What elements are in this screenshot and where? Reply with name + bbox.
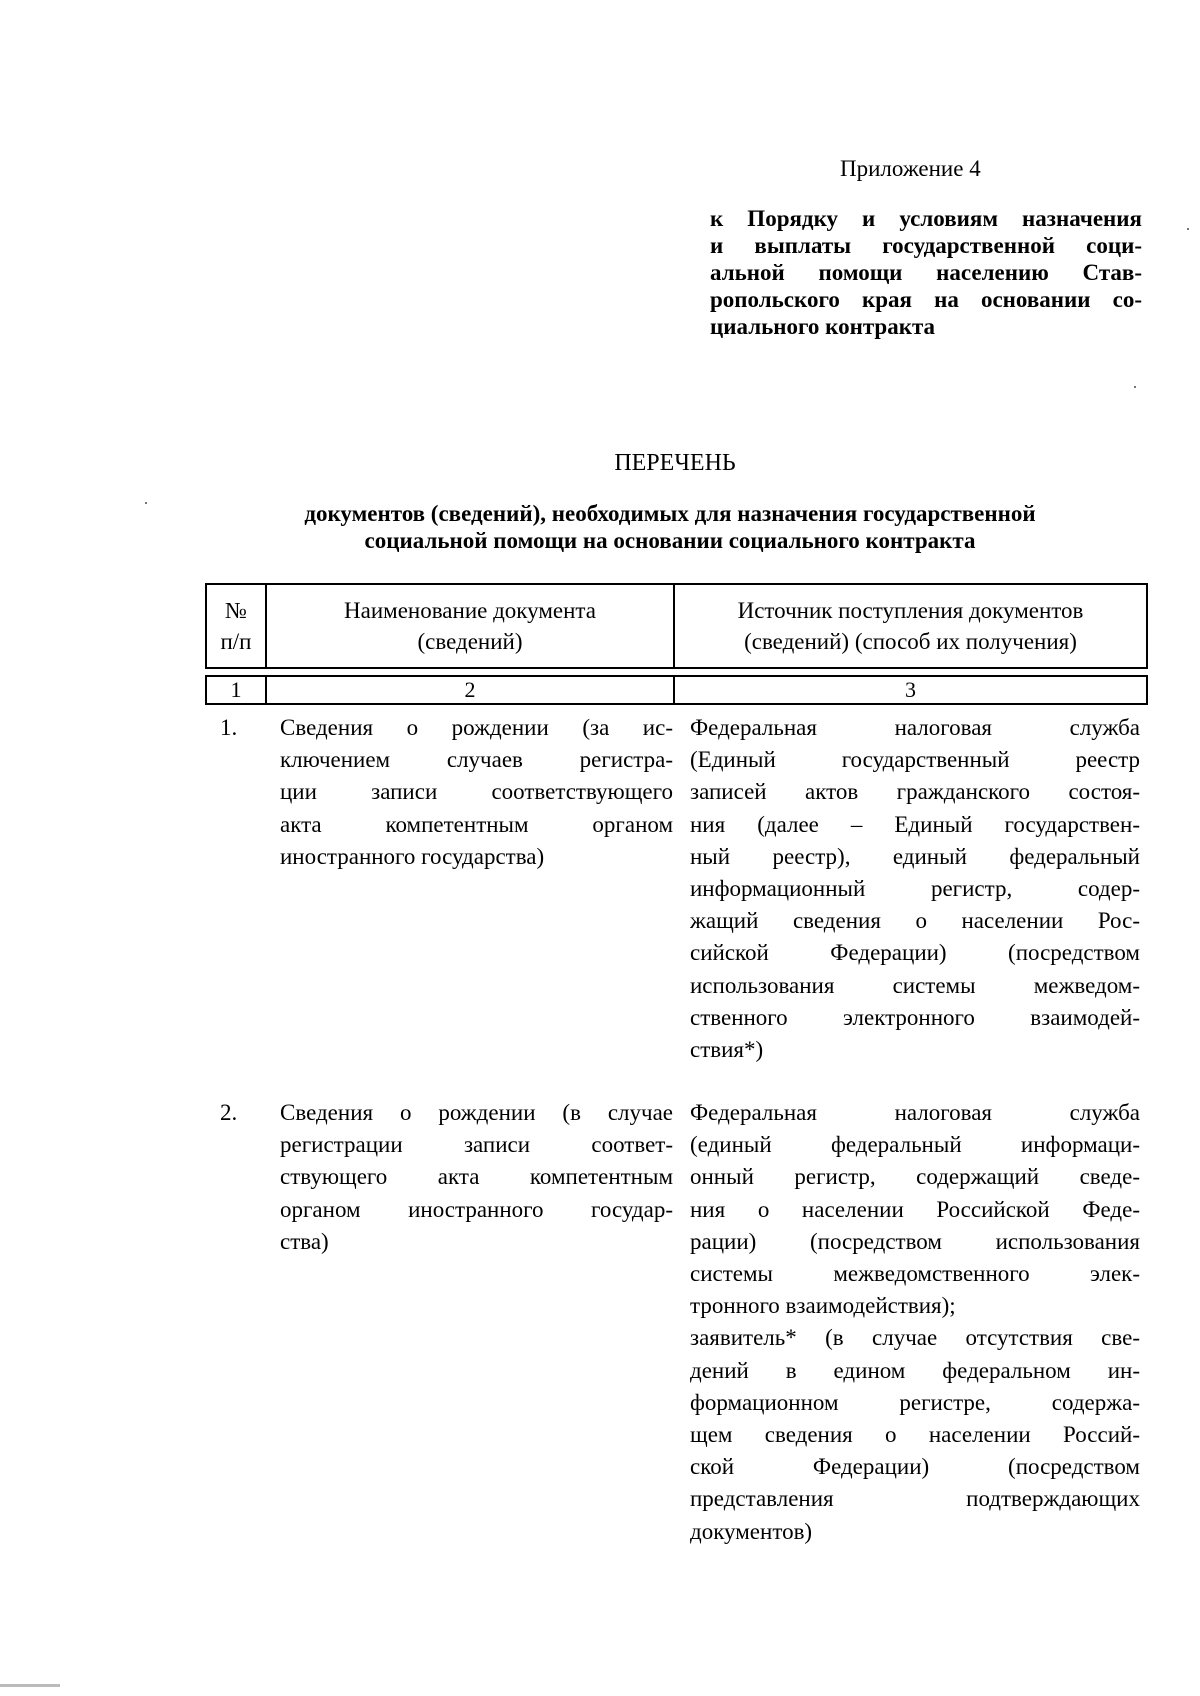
table-column-numbers bbox=[205, 675, 1148, 705]
source-line: использования системы межведом- bbox=[690, 972, 1140, 998]
header-line: Источник поступления документов bbox=[737, 598, 1084, 623]
source-line: записей актов гражданского состоя- bbox=[690, 779, 1140, 805]
header-line: № bbox=[225, 598, 247, 623]
name-line: ключением случаев регистра- bbox=[280, 747, 673, 773]
header-line: (сведений) (способ их получения) bbox=[744, 629, 1077, 654]
header-cell-number bbox=[207, 585, 267, 667]
scan-speck bbox=[1134, 386, 1136, 388]
source-line: документов) bbox=[690, 1518, 813, 1544]
appendix-ref-line: циального контракта bbox=[710, 314, 936, 339]
source-line: Федеральная налоговая служба bbox=[690, 715, 1140, 740]
header-line: п/п bbox=[220, 629, 252, 654]
scan-speck bbox=[145, 502, 147, 504]
name-line: иностранного государства) bbox=[280, 843, 545, 869]
header-line: Наименование документа bbox=[344, 598, 596, 623]
source-line: ный реестр), единый федеральный bbox=[690, 843, 1140, 869]
name-line: регистрации записи соответ- bbox=[280, 1132, 673, 1158]
name-line: ствующего акта компетентным bbox=[280, 1164, 673, 1190]
source-line: сийской Федерации) (посредством bbox=[690, 940, 1140, 966]
appendix-label: Приложение 4 bbox=[840, 156, 981, 181]
row-number: 2. bbox=[220, 1100, 238, 1125]
source-line: рации) (посредством использования bbox=[690, 1228, 1140, 1254]
source-line: онный регистр, содержащий сведе- bbox=[690, 1164, 1140, 1190]
row-source bbox=[690, 712, 1140, 1066]
source-line: щем сведения о населении Россий- bbox=[690, 1422, 1140, 1448]
document-title: ПЕРЕЧЕНЬ bbox=[614, 450, 736, 476]
source-line: тронного взаимодействия); bbox=[690, 1293, 956, 1319]
appendix-ref-line: к Порядку и условиям назначения bbox=[710, 206, 1142, 231]
name-line: ции записи соответствующего bbox=[280, 779, 673, 805]
appendix-ref-line: и выплаты государственной соци- bbox=[710, 233, 1142, 258]
scan-speck bbox=[1187, 228, 1189, 230]
subtitle-line: документов (сведений), необходимых для назначения государственной bbox=[304, 501, 1036, 526]
source-line: формационном регистре, содержа- bbox=[690, 1389, 1140, 1415]
column-number-cell: 1 bbox=[207, 677, 267, 703]
column-number-cell: 3 bbox=[905, 677, 916, 702]
source-line: ния (далее – Единый государствен- bbox=[690, 811, 1140, 837]
scan-edge-mark bbox=[0, 1684, 60, 1687]
name-line: Сведения о рождении (за ис- bbox=[280, 715, 673, 740]
name-line: Сведения о рождении (в случае bbox=[280, 1100, 673, 1125]
source-line: ния о населении Российской Феде- bbox=[690, 1196, 1140, 1222]
source-line: системы межведомственного элек- bbox=[690, 1261, 1140, 1287]
header-cell-source bbox=[675, 585, 1146, 667]
name-line: акта компетентным органом bbox=[280, 811, 673, 837]
document-subtitle bbox=[220, 500, 1120, 554]
appendix-ref-line: ропольского края на основании со- bbox=[710, 287, 1142, 312]
source-line: ствия*) bbox=[690, 1037, 764, 1063]
header-line: (сведений) bbox=[417, 629, 523, 654]
column-number-cell: 2 bbox=[267, 677, 675, 703]
source-line: жащий сведения о населении Рос- bbox=[690, 908, 1140, 934]
source-line: информационный регистр, содер- bbox=[690, 876, 1140, 902]
source-line: представления подтверждающих bbox=[690, 1486, 1140, 1512]
table-header bbox=[205, 583, 1148, 669]
source-line: дений в едином федеральном ин- bbox=[690, 1357, 1140, 1383]
appendix-ref-line: альной помощи населению Став- bbox=[710, 260, 1142, 285]
source-line: заявитель* (в случае отсутствия све- bbox=[690, 1325, 1140, 1351]
name-line: ства) bbox=[280, 1228, 329, 1254]
row-number: 1. bbox=[220, 715, 238, 740]
source-line: ской Федерации) (посредством bbox=[690, 1454, 1140, 1480]
row-document-name bbox=[280, 712, 673, 873]
source-line: (единый федеральный информаци- bbox=[690, 1132, 1140, 1158]
name-line: органом иностранного государ- bbox=[280, 1196, 673, 1222]
source-line: Федеральная налоговая служба bbox=[690, 1100, 1140, 1125]
header-cell-document-name bbox=[267, 585, 675, 667]
subtitle-line: социальной помощи на основании социального контракта bbox=[364, 528, 976, 553]
row-document-name bbox=[280, 1097, 673, 1258]
source-line: (Единый государственный реестр bbox=[690, 747, 1140, 773]
source-line: ственного электронного взаимодей- bbox=[690, 1004, 1140, 1030]
row-source bbox=[690, 1097, 1140, 1548]
appendix-reference bbox=[710, 205, 1142, 340]
